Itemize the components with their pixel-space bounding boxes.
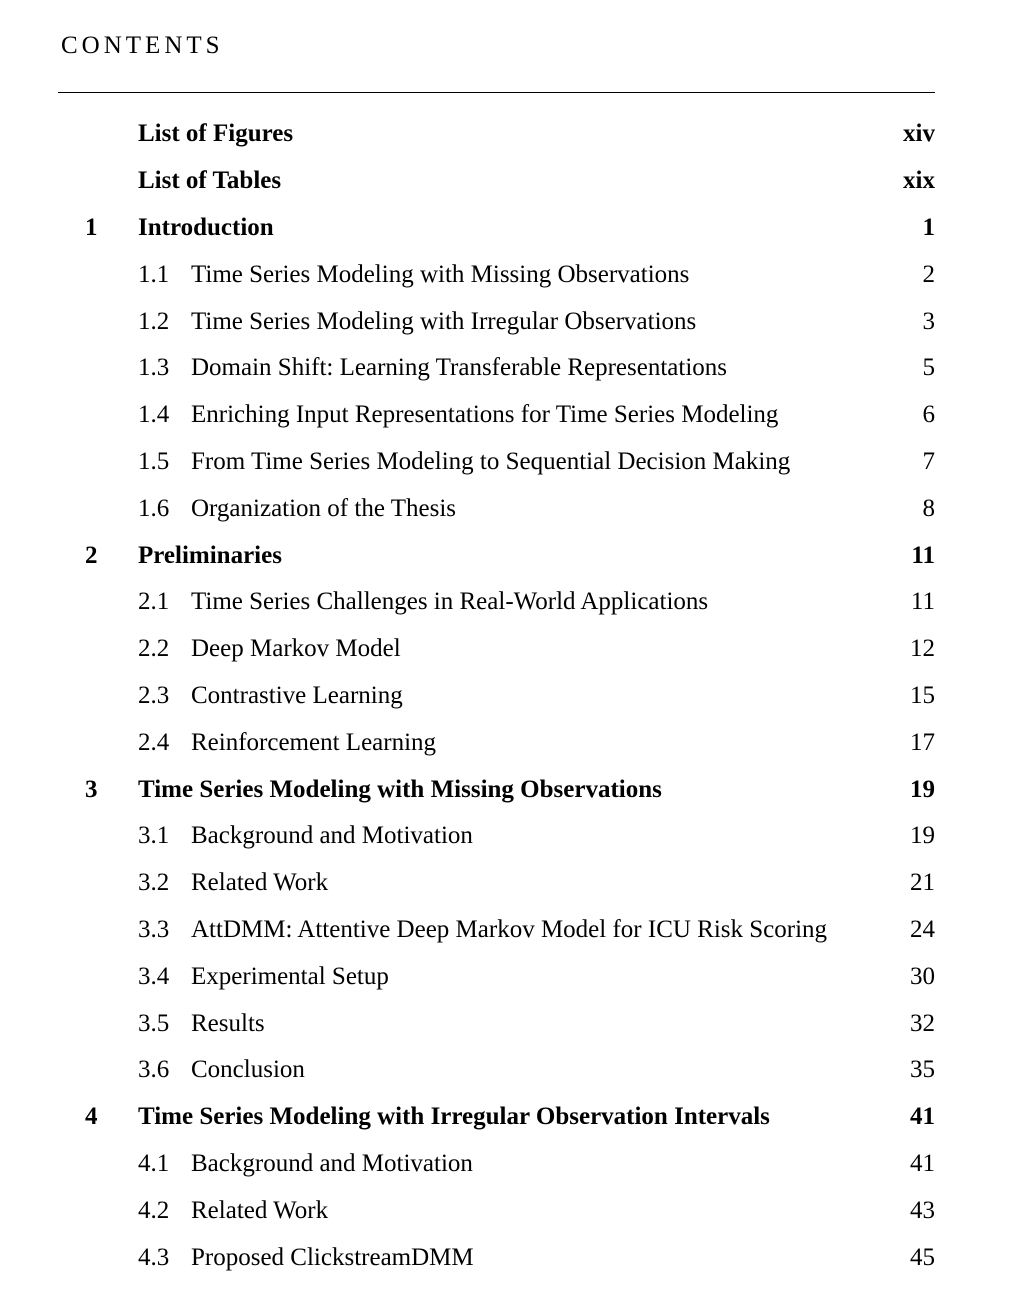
- entry-title: Introduction: [138, 213, 274, 241]
- entry-title: Organization of the Thesis: [191, 494, 456, 522]
- entry-number: 2.1: [138, 588, 170, 616]
- entry-title: Time Series Modeling with Irregular Observation Intervals: [138, 1103, 770, 1131]
- entry-page-number: 35: [910, 1056, 935, 1084]
- entry-number: 3.1: [138, 822, 170, 850]
- entry-title: Related Work: [191, 1196, 329, 1224]
- entry-page-number: 17: [910, 728, 935, 756]
- toc-section-entry[interactable]: [0, 860, 1020, 907]
- entry-page-number: 41: [910, 1103, 935, 1131]
- toc-section-entry[interactable]: [0, 392, 1020, 439]
- entry-page-number: xix: [903, 167, 935, 195]
- entry-page-number: 41: [910, 1149, 935, 1177]
- toc-chapter-entry[interactable]: [0, 158, 1020, 205]
- entry-page-number: 21: [910, 869, 935, 897]
- entry-page-number: 7: [922, 447, 935, 475]
- entry-number: 1.1: [138, 260, 170, 288]
- toc-section-entry[interactable]: [0, 953, 1020, 1000]
- entry-number: 1.4: [138, 401, 170, 429]
- toc-section-entry[interactable]: [0, 579, 1020, 626]
- entry-page-number: 19: [910, 822, 935, 850]
- entry-page-number: 5: [922, 354, 935, 382]
- toc-section-entry[interactable]: [0, 626, 1020, 673]
- toc-section-entry[interactable]: [0, 1187, 1020, 1234]
- entry-page-number: 1: [922, 213, 935, 241]
- entry-number: 4.1: [138, 1149, 170, 1177]
- table-of-contents: [0, 111, 1020, 1281]
- entry-number: 3.5: [138, 1009, 170, 1037]
- entry-title: Time Series Modeling with Irregular Observations: [191, 307, 697, 335]
- entry-title: Enriching Input Representations for Time Series Modeling: [191, 401, 779, 429]
- toc-chapter-entry[interactable]: [0, 766, 1020, 813]
- entry-page-number: 43: [910, 1196, 935, 1224]
- toc-chapter-entry[interactable]: [0, 532, 1020, 579]
- entry-number: 1: [85, 213, 98, 241]
- entry-page-number: 12: [910, 635, 935, 663]
- entry-title: Results: [191, 1009, 265, 1037]
- entry-page-number: 8: [922, 494, 935, 522]
- title-divider: [58, 92, 935, 93]
- entry-number: 3: [85, 775, 98, 803]
- entry-number: 2: [85, 541, 98, 569]
- entry-number: 3.4: [138, 962, 170, 990]
- page-title: CONTENTS: [61, 32, 224, 59]
- entry-title: From Time Series Modeling to Sequential Decision Making: [191, 447, 791, 475]
- entry-number: 4.2: [138, 1196, 170, 1224]
- entry-title: Contrastive Learning: [191, 681, 403, 709]
- entry-title: Experimental Setup: [191, 962, 389, 990]
- toc-section-entry[interactable]: [0, 719, 1020, 766]
- entry-number: 1.2: [138, 307, 170, 335]
- entry-number: 3.2: [138, 869, 170, 897]
- entry-number: 3.6: [138, 1056, 170, 1084]
- toc-section-entry[interactable]: [0, 345, 1020, 392]
- toc-chapter-entry[interactable]: [0, 1094, 1020, 1141]
- toc-section-entry[interactable]: [0, 485, 1020, 532]
- entry-page-number: 32: [910, 1009, 935, 1037]
- entry-page-number: 6: [922, 401, 935, 429]
- entry-title: Background and Motivation: [191, 1149, 473, 1177]
- entry-title: AttDMM: Attentive Deep Markov Model for ICU Risk Scoring: [191, 915, 828, 943]
- entry-title: Background and Motivation: [191, 822, 473, 850]
- entry-number: 3.3: [138, 915, 170, 943]
- entry-page-number: 11: [910, 588, 935, 616]
- entry-title: Reinforcement Learning: [191, 728, 437, 756]
- entry-title: Time Series Challenges in Real-World Applications: [191, 588, 709, 616]
- entry-number: 1.5: [138, 447, 170, 475]
- entry-number: 2.4: [138, 728, 170, 756]
- entry-title: Conclusion: [191, 1056, 305, 1084]
- entry-page-number: 24: [910, 915, 935, 943]
- entry-page-number: 3: [922, 307, 935, 335]
- entry-page-number: 11: [911, 541, 935, 569]
- entry-title: Related Work: [191, 869, 329, 897]
- entry-page-number: 30: [910, 962, 935, 990]
- entry-title: Time Series Modeling with Missing Observations: [138, 775, 662, 803]
- toc-chapter-entry[interactable]: [0, 205, 1020, 252]
- entry-page-number: 45: [910, 1243, 935, 1271]
- entry-page-number: 19: [910, 775, 935, 803]
- entry-title: List of Tables: [138, 167, 282, 195]
- toc-section-entry[interactable]: [0, 1234, 1020, 1281]
- entry-title: Deep Markov Model: [191, 635, 401, 663]
- entry-title: Domain Shift: Learning Transferable Representations: [191, 354, 727, 382]
- toc-section-entry[interactable]: [0, 298, 1020, 345]
- toc-section-entry[interactable]: [0, 439, 1020, 486]
- toc-section-entry[interactable]: [0, 251, 1020, 298]
- entry-number: 1.6: [138, 494, 170, 522]
- entry-title: Time Series Modeling with Missing Observations: [191, 260, 690, 288]
- toc-section-entry[interactable]: [0, 1141, 1020, 1188]
- toc-section-entry[interactable]: [0, 673, 1020, 720]
- entry-title: List of Figures: [138, 120, 294, 148]
- entry-number: 2.3: [138, 681, 170, 709]
- entry-title: Preliminaries: [138, 541, 282, 569]
- entry-number: 4.3: [138, 1243, 170, 1271]
- entry-page-number: 15: [910, 681, 935, 709]
- entry-number: 1.3: [138, 354, 170, 382]
- toc-section-entry[interactable]: [0, 907, 1020, 954]
- entry-title: Proposed ClickstreamDMM: [191, 1243, 474, 1271]
- entry-page-number: 2: [922, 260, 935, 288]
- entry-number: 2.2: [138, 635, 170, 663]
- entry-page-number: xiv: [903, 120, 935, 148]
- entry-number: 4: [85, 1103, 98, 1131]
- toc-section-entry[interactable]: [0, 1000, 1020, 1047]
- toc-chapter-entry[interactable]: [0, 111, 1020, 158]
- toc-section-entry[interactable]: [0, 813, 1020, 860]
- toc-section-entry[interactable]: [0, 1047, 1020, 1094]
